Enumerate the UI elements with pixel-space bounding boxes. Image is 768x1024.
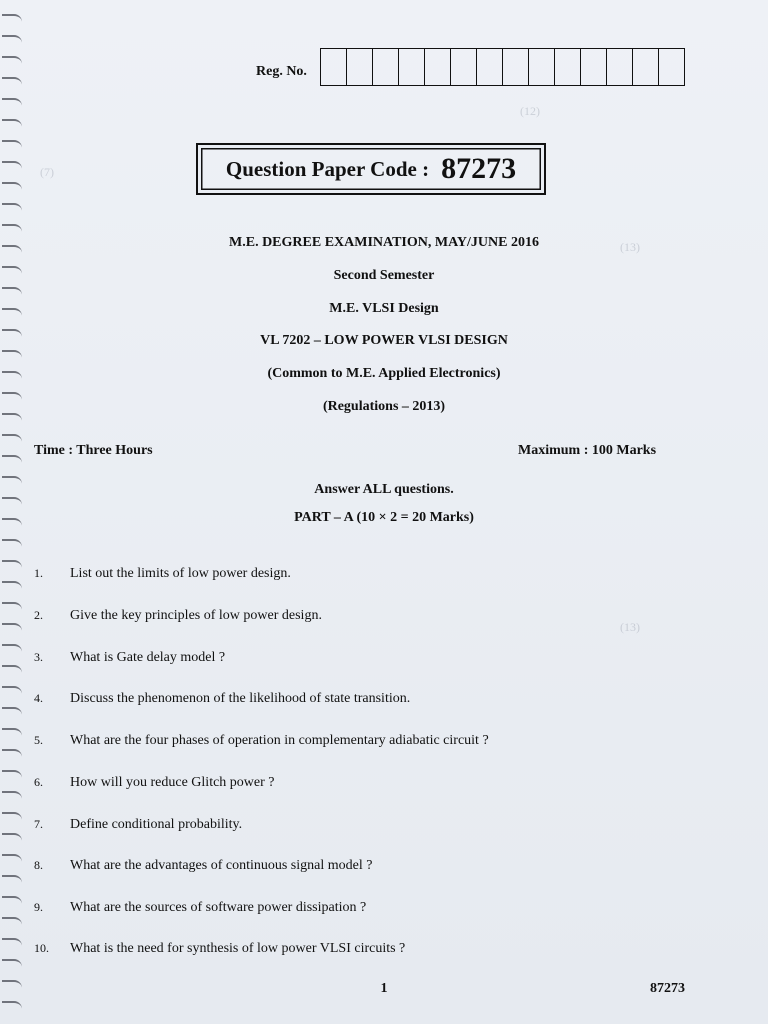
reg-no-boxes[interactable] bbox=[320, 48, 685, 86]
exam-title: M.E. DEGREE EXAMINATION, MAY/JUNE 2016 bbox=[229, 235, 539, 250]
reg-no-digit-box[interactable] bbox=[477, 49, 503, 85]
question-text: What is Gate delay model ? bbox=[70, 650, 226, 665]
question-paper-code-box bbox=[196, 143, 546, 195]
page-number: 1 bbox=[380, 981, 388, 996]
spiral-ring bbox=[2, 959, 22, 967]
spiral-ring bbox=[2, 14, 22, 22]
spiral-ring bbox=[2, 833, 22, 841]
spiral-ring bbox=[2, 581, 22, 589]
question-paper-code: 87273 bbox=[441, 152, 517, 185]
reg-no-digit-box[interactable] bbox=[659, 49, 684, 85]
spiral-ring bbox=[2, 917, 22, 925]
reg-no-label: Reg. No. bbox=[256, 64, 307, 79]
reg-no-digit-box[interactable] bbox=[607, 49, 633, 85]
bleed-through-text: (7) bbox=[40, 165, 54, 179]
spiral-ring bbox=[2, 728, 22, 736]
time-label: Time : Three Hours bbox=[34, 443, 153, 458]
spiral-ring bbox=[2, 98, 22, 106]
question-text: Discuss the phenomenon of the likelihood of state transition. bbox=[70, 691, 411, 706]
question-number: 9. bbox=[34, 900, 43, 914]
spiral-ring bbox=[2, 539, 22, 547]
question-number: 3. bbox=[34, 650, 43, 664]
bleed-through-text: (12) bbox=[520, 104, 540, 118]
reg-no-digit-box[interactable] bbox=[373, 49, 399, 85]
spiral-ring bbox=[2, 56, 22, 64]
spiral-ring bbox=[2, 497, 22, 505]
question-text: What are the advantages of continuous signal model ? bbox=[70, 858, 373, 873]
reg-no-digit-box[interactable] bbox=[529, 49, 555, 85]
spiral-ring bbox=[2, 875, 22, 883]
spiral-ring bbox=[2, 350, 22, 358]
reg-no-digit-box[interactable] bbox=[347, 49, 373, 85]
question-number: 7. bbox=[34, 817, 43, 831]
spiral-ring bbox=[2, 203, 22, 211]
reg-no-digit-box[interactable] bbox=[581, 49, 607, 85]
spiral-ring bbox=[2, 623, 22, 631]
semester: Second Semester bbox=[333, 268, 435, 283]
question-number: 1. bbox=[34, 566, 43, 580]
spiral-ring bbox=[2, 707, 22, 715]
question-text: What are the sources of software power dissipation ? bbox=[70, 900, 367, 915]
spiral-ring bbox=[2, 287, 22, 295]
spiral-ring bbox=[2, 665, 22, 673]
spiral-ring bbox=[2, 854, 22, 862]
reg-no-digit-box[interactable] bbox=[555, 49, 581, 85]
instruction: Answer ALL questions. bbox=[314, 482, 454, 497]
question-text: What are the four phases of operation in complementary adiabatic circuit ? bbox=[70, 733, 489, 748]
spiral-ring bbox=[2, 686, 22, 694]
spiral-ring bbox=[2, 602, 22, 610]
reg-no-digit-box[interactable] bbox=[633, 49, 659, 85]
reg-no-digit-box[interactable] bbox=[451, 49, 477, 85]
spiral-ring bbox=[2, 791, 22, 799]
bleed-through-text: (13) bbox=[620, 240, 640, 254]
part-a-heading: PART – A (10 × 2 = 20 Marks) bbox=[294, 510, 474, 525]
question-number: 6. bbox=[34, 775, 43, 789]
regulations: (Regulations – 2013) bbox=[322, 399, 446, 414]
question-text: What is the need for synthesis of low power VLSI circuits ? bbox=[70, 941, 406, 956]
spiral-ring bbox=[2, 812, 22, 820]
common-to: (Common to M.E. Applied Electronics) bbox=[267, 366, 501, 381]
question-number: 2. bbox=[34, 608, 43, 622]
spiral-ring bbox=[2, 455, 22, 463]
spiral-ring bbox=[2, 560, 22, 568]
question-text: List out the limits of low power design. bbox=[70, 566, 291, 581]
programme: M.E. VLSI Design bbox=[329, 301, 439, 316]
question-text: How will you reduce Glitch power ? bbox=[70, 775, 275, 790]
spiral-ring bbox=[2, 161, 22, 169]
spiral-ring bbox=[2, 1001, 22, 1009]
reg-no-digit-box[interactable] bbox=[503, 49, 529, 85]
spiral-ring bbox=[2, 896, 22, 904]
reg-no-digit-box[interactable] bbox=[321, 49, 347, 85]
max-marks-label: Maximum : 100 Marks bbox=[518, 443, 657, 458]
question-paper-code-label: Question Paper Code : bbox=[225, 156, 430, 181]
spiral-ring bbox=[2, 434, 22, 442]
spiral-ring bbox=[2, 770, 22, 778]
course-title: VL 7202 – LOW POWER VLSI DESIGN bbox=[260, 333, 508, 348]
question-number: 10. bbox=[34, 941, 49, 955]
reg-no-digit-box[interactable] bbox=[399, 49, 425, 85]
spiral-ring bbox=[2, 224, 22, 232]
spiral-ring bbox=[2, 140, 22, 148]
spiral-ring bbox=[2, 119, 22, 127]
spiral-ring bbox=[2, 182, 22, 190]
question-text: Define conditional probability. bbox=[70, 817, 243, 832]
question-number: 4. bbox=[34, 691, 43, 705]
bleed-through-text: (13) bbox=[620, 620, 640, 634]
spiral-ring bbox=[2, 35, 22, 43]
question-text: Give the key principles of low power design. bbox=[70, 608, 322, 623]
spiral-ring bbox=[2, 749, 22, 757]
question-number: 5. bbox=[34, 733, 43, 747]
spiral-ring bbox=[2, 77, 22, 85]
spiral-ring bbox=[2, 644, 22, 652]
footer-code: 87273 bbox=[650, 981, 685, 996]
question-number: 8. bbox=[34, 858, 43, 872]
spiral-ring bbox=[2, 938, 22, 946]
reg-no-digit-box[interactable] bbox=[425, 49, 451, 85]
